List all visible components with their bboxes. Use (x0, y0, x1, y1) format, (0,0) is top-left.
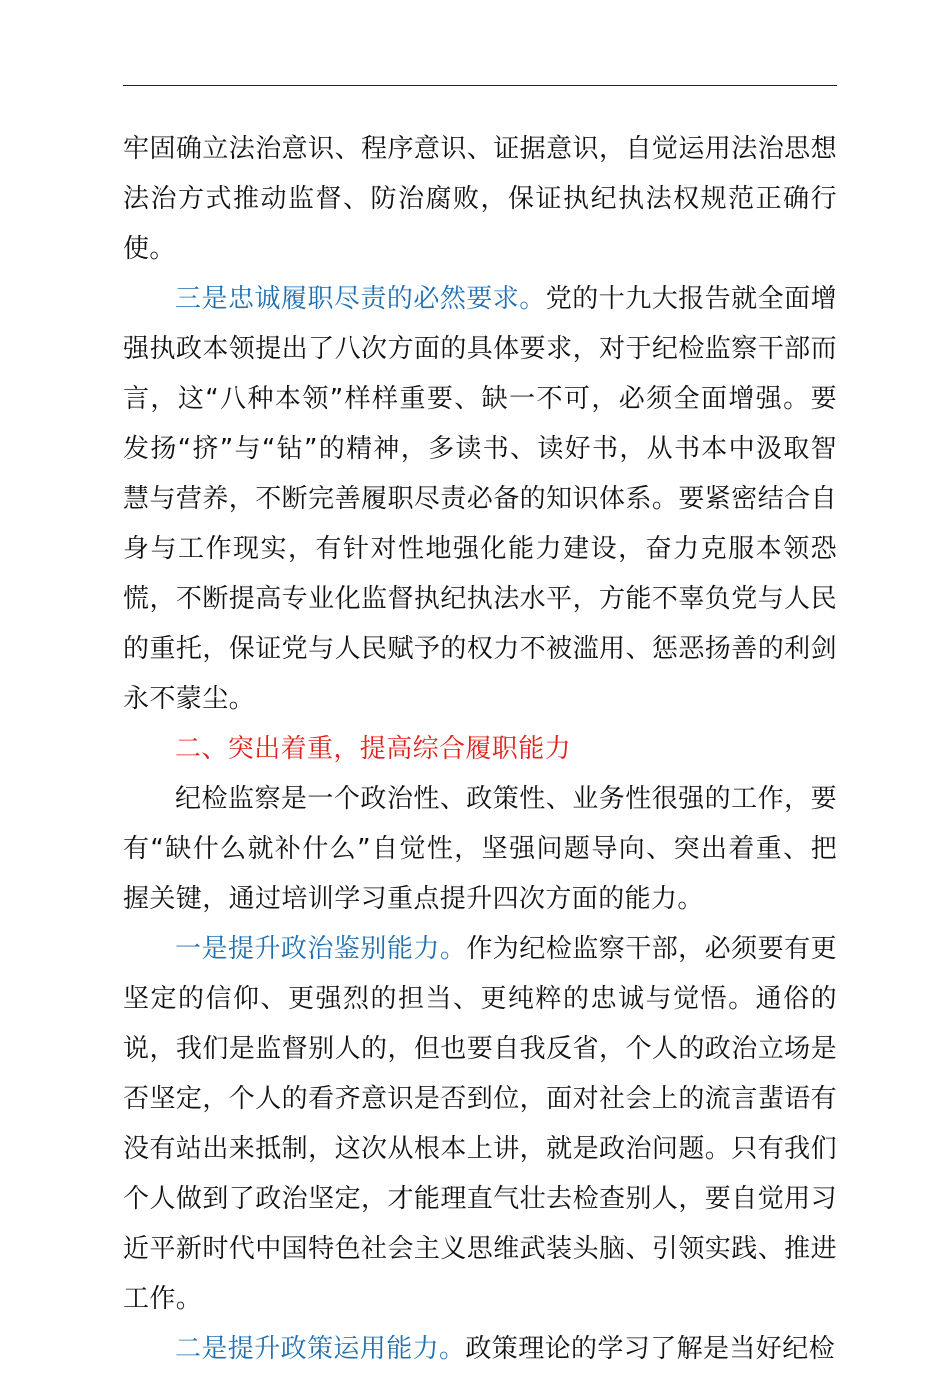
paragraph-text: 作为纪检监察干部，必须要有更坚定的信仰、更强烈的担当、更纯粹的忠诚与觉悟。通俗的说，我们是监督别人的，但也要自我反省，个人的政治立场是否坚定，个人的看齐意识是否到位，面对社会上的流言蜚语有没有站出来抵制，这次从根本上讲，就是政治问题。只有我们个人做到了政治坚定，才能理直气壮去检查别人，要自觉用习近平新时代中国特色社会主义思维武装头脑、引领实践、推进工作。 (123, 934, 837, 1314)
paragraph-intro (123, 774, 837, 924)
paragraph-text: 党的十九大报告就全面增强执政本领提出了八次方面的具体要求，对于纪检监察干部而言，这“八种本领”样样重要、缺一不可，必须全面增强。要发扬“挤”与“钻”的精神，多读书、读好书，从书本中汲取智慧与营养，不断完善履职尽责必备的知识体系。要紧密结合自身与工作现实，有针对性地强化能力建设，奋力克服本领恐慌，不断提高专业化监督执纪执法水平，方能不辜负党与人民的重托，保证党与人民赋予的权力不被滥用、惩恶扬善的利剑永不蒙尘。 (123, 284, 837, 714)
paragraph-lead: 一是提升政治鉴别能力。 (175, 934, 467, 964)
paragraph-lead: 三是忠诚履职尽责的必然要求。 (175, 284, 546, 314)
document-body (123, 124, 837, 1374)
paragraph-text: 牢固确立法治意识、程序意识、证据意识，自觉运用法治思想法治方式推动监督、防治腐败，保证执纪执法权规范正确行使。 (123, 134, 837, 264)
paragraph-lead: 二是提升政策运用能力。 (175, 1334, 466, 1364)
header-rule (123, 85, 837, 86)
section-heading-text: 二、突出着重，提高综合履职能力 (175, 734, 572, 764)
paragraph-text: 纪检监察是一个政治性、政策性、业务性很强的工作，要有“缺什么就补什么”自觉性，坚强问题导向、突出着重、把握关键，通过培训学习重点提升四次方面的能力。 (123, 784, 837, 914)
paragraph-policy (123, 1324, 837, 1374)
paragraph-continuation (123, 124, 837, 274)
section-heading (123, 724, 837, 774)
paragraph-text: 政策理论的学习了解是当好纪检 (465, 1334, 836, 1364)
paragraph-political (123, 924, 837, 1324)
paragraph-loyalty (123, 274, 837, 724)
